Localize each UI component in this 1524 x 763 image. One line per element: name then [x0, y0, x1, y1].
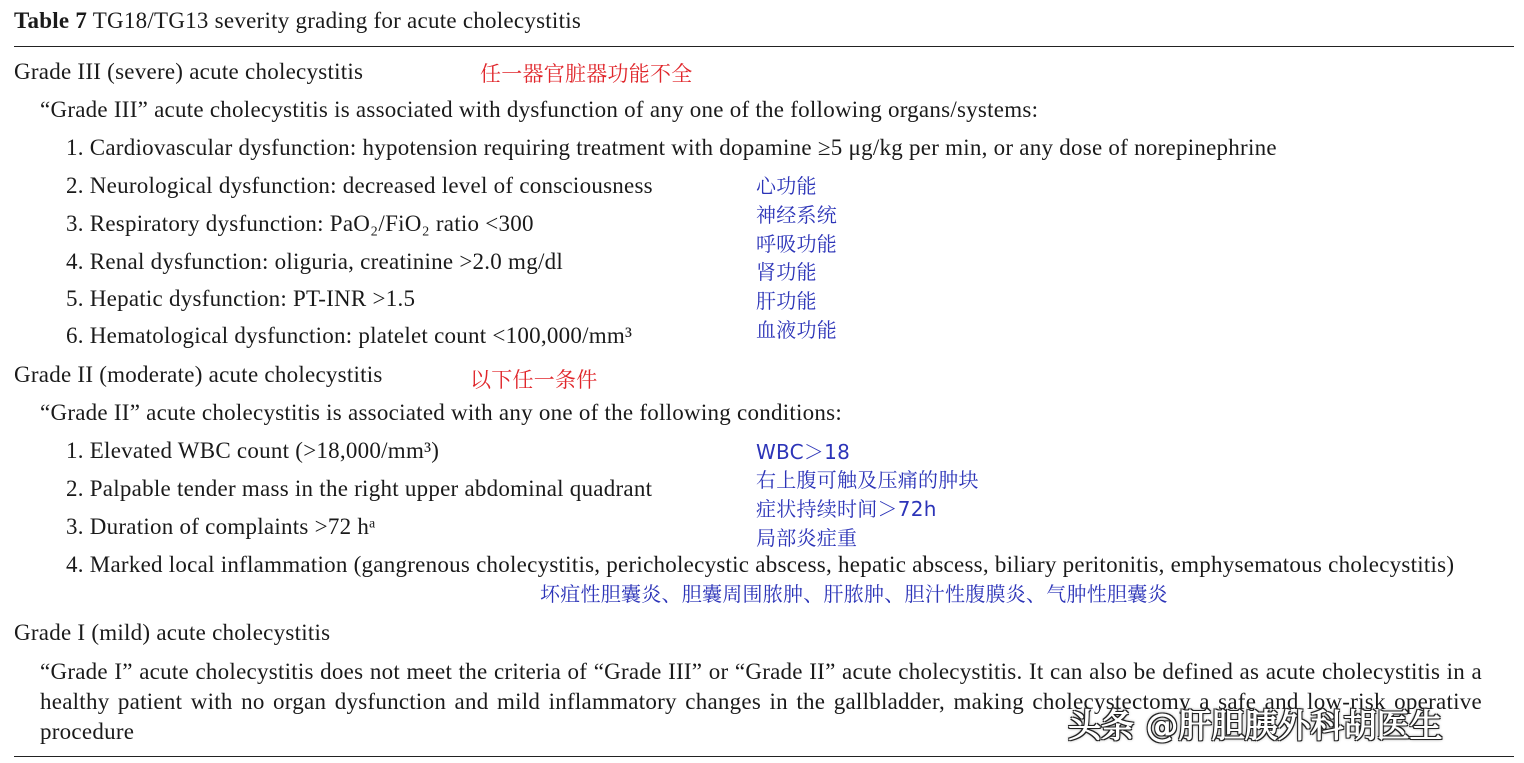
grade3-item-2: 2. Neurological dysfunction: decreased level of consciousness	[66, 173, 653, 198]
table-title: TG18/TG13 severity grading for acute cholecystitis	[92, 8, 582, 33]
grade3-note-4: 肾功能	[756, 260, 817, 284]
grade3-note-1: 心功能	[756, 174, 817, 198]
grade2-item-1: 1. Elevated WBC count (>18,000/mm³)	[66, 438, 440, 463]
grade3-item-3: 3. Respiratory dysfunction: PaO₂/FiO₂ ratio <300	[66, 211, 534, 236]
grade3-intro: “Grade III” acute cholecystitis is associated with dysfunction of any one of the following organs/systems:	[40, 97, 1039, 122]
grade3-heading-note: 任一器官脏器功能不全	[480, 62, 693, 86]
grade2-note-2: 右上腹可触及压痛的肿块	[756, 468, 979, 492]
grade1-heading: Grade I (mild) acute cholecystitis	[14, 620, 331, 645]
bottom-rule	[14, 756, 1514, 757]
grade3-item-5: 5. Hepatic dysfunction: PT-INR >1.5	[66, 286, 416, 311]
grade3-note-3: 呼吸功能	[756, 232, 837, 256]
watermark: 头条 @肝胆胰外科胡医生	[1068, 706, 1443, 745]
grade2-heading-note: 以下任一条件	[470, 368, 598, 392]
top-rule	[14, 46, 1514, 47]
table-caption	[14, 7, 581, 35]
grade3-item-4: 4. Renal dysfunction: oliguria, creatinine >2.0 mg/dl	[66, 249, 563, 274]
grade3-item-6: 6. Hematological dysfunction: platelet count <100,000/mm³	[66, 323, 633, 348]
grade2-intro: “Grade II” acute cholecystitis is associated with any one of the following conditions:	[40, 400, 842, 425]
grade2-note-3: 症状持续时间＞72h	[756, 497, 937, 521]
grade2-note-1: WBC＞18	[756, 440, 851, 464]
grade2-item-4: 4. Marked local inflammation (gangrenous cholecystitis, pericholecystic abscess, hepatic abscess, biliary peritonitis, emphysematous cholecystitis)	[66, 552, 1455, 577]
grade2-item-3: 3. Duration of complaints >72 hᵃ	[66, 514, 376, 539]
grade3-item-1: 1. Cardiovascular dysfunction: hypotension requiring treatment with dopamine ≥5 μg/kg per min, or any dose of norepinephrine	[66, 135, 1277, 160]
grade3-note-2: 神经系统	[756, 203, 837, 227]
grade2-note-4: 局部炎症重	[756, 526, 858, 550]
grade1-text: “Grade I” acute cholecystitis does not meet the criteria of “Grade III” or “Grade II” acute cholecystitis. It can also be defined as acute cholecystitis in a healthy patient with no organ dysfunction and mild inflammatory changes in the gallbladder, making cholecystectomy a safe and low-risk operative procedure	[40, 659, 1482, 744]
grade2-note-5: 坏疽性胆囊炎、胆囊周围脓肿、肝脓肿、胆汁性腹膜炎、气肿性胆囊炎	[540, 582, 1168, 606]
grade2-heading: Grade II (moderate) acute cholecystitis	[14, 362, 383, 387]
grade3-heading: Grade III (severe) acute cholecystitis	[14, 59, 364, 84]
grade3-note-5: 肝功能	[756, 289, 817, 313]
table-label: Table 7	[14, 8, 88, 33]
grade3-note-6: 血液功能	[756, 318, 837, 342]
grade2-item-2: 2. Palpable tender mass in the right upper abdominal quadrant	[66, 476, 653, 501]
